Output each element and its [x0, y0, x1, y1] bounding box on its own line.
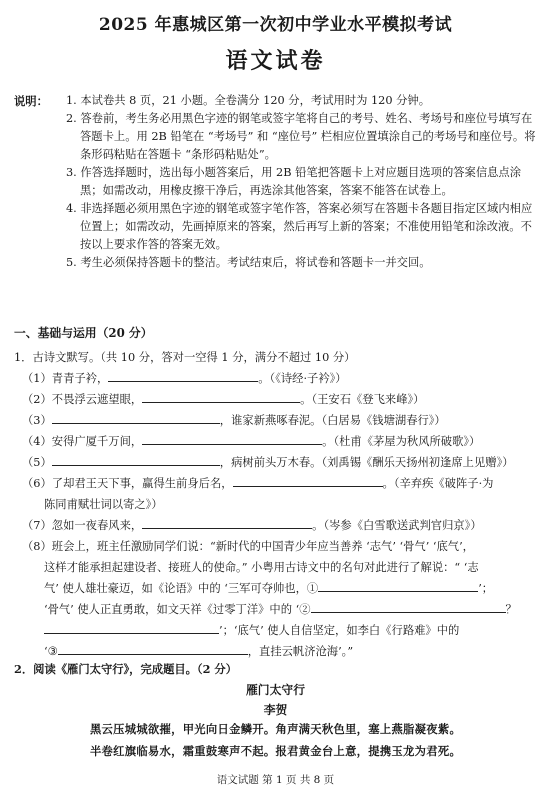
dictation-source: ，谁家新燕啄春泥。（白居易《钱塘湖春行》）	[219, 414, 446, 427]
item8-text: （8）班会上，班主任激励同学们说：“新时代的中国青少年应当善养 ‘志气’ ‘骨气’ ‘底气’，	[22, 540, 474, 553]
dictation-item	[14, 368, 542, 389]
item8-prompt: ，直挂云帆济沧海’。”	[247, 645, 354, 658]
dictation-source: 。（《诗经·子衿》）	[258, 372, 347, 385]
dictation-prompt: （3）	[22, 414, 52, 427]
paper-title: 语文试卷	[225, 48, 326, 74]
item8-prompt: 气’ 使人雄壮豪迈，如《论语》中的 ‘三军可夺帅也，①	[44, 582, 319, 595]
page-footer: 语文试题 第 1 页 共 8 页	[216, 774, 335, 786]
answer-blank-2[interactable]	[311, 599, 506, 613]
item8-text: 这样才能承担起建设者、接班人的使命。” 小粤用古诗文中的名句对此进行了解说：“ ‘志	[44, 561, 479, 574]
question-2-intro: 2．阅读《雁门太守行》，完成题目。（2 分）	[14, 662, 237, 676]
item8-text	[22, 620, 542, 641]
instruction-item: 3. 作答选择题时，选出每小题答案后，用 2B 铅笔把答题卡上对应题目选项的答案信息点涂黑；如需改动，用橡皮擦干净后，再选涂其他答案，答案不能答在试卷上。	[66, 166, 522, 197]
answer-blank[interactable]	[108, 368, 258, 382]
item8-text	[22, 578, 542, 599]
dictation-item-8	[14, 536, 542, 662]
item8-prompt: ’；	[478, 582, 494, 595]
dictation-prompt: （7）忽如一夜春风来，	[22, 519, 143, 532]
item8-prompt: ‘③	[44, 645, 58, 658]
poem-line: 半卷红旗临易水，霜重鼓寒声不起。报君黄金台上意，提携玉龙为君死。	[89, 744, 462, 758]
item8-text	[22, 599, 542, 620]
item8-prompt: ？	[505, 603, 517, 616]
dictation-prompt: （5）	[22, 456, 52, 469]
poem-title: 雁门太守行	[246, 683, 305, 697]
answer-blank[interactable]	[233, 473, 383, 487]
answer-blank[interactable]	[142, 515, 312, 529]
answer-blank-3[interactable]	[58, 641, 248, 655]
instruction-item: 2. 答卷前，考生务必用黑色字迹的钢笔或签字笔将自己的考号、姓名、考场号和座位号填写在答题卡上。用 2B 铅笔在 “考场号” 和 “座位号” 栏相应位置填涂自己的考场号和座位号。将条形码粘贴在答题卡 “条形码粘贴处”。	[66, 112, 536, 161]
dictation-source: 陈同甫赋壮词以寄之》）	[44, 498, 163, 511]
question-1	[14, 347, 542, 662]
dictation-item	[14, 515, 542, 536]
dictation-item	[14, 431, 542, 452]
instructions-label: 说明：	[14, 94, 48, 108]
dictation-item	[14, 452, 542, 473]
section-heading: 一、基础与运用（20 分）	[14, 326, 153, 340]
item8-prompt: ‘骨气’ 使人正直勇敢，如文天祥《过零丁洋》中的 ‘②	[44, 603, 311, 616]
dictation-prompt: （2）不畏浮云遮望眼，	[22, 393, 143, 406]
instructions	[14, 92, 540, 272]
exam-title: 2025 年惠城区第一次初中学业水平模拟考试	[98, 15, 453, 35]
dictation-source: 。（王安石《登飞来峰》）	[300, 393, 425, 406]
answer-blank[interactable]	[142, 389, 300, 403]
dictation-item-continued	[14, 494, 542, 515]
instruction-item: 5. 考生必须保持答题卡的整洁。考试结束后，将试卷和答题卡一并交回。	[66, 256, 431, 269]
instruction-item: 4. 非选择题必须用黑色字迹的钢笔或签字笔作答，答案必须写在答题卡各题目指定区域内相应位置上；如需改动，先画掉原来的答案，然后再写上新的答案；不准使用铅笔和涂改液。不按以上要求作答的答案无效。	[66, 202, 533, 251]
answer-blank[interactable]	[142, 431, 322, 445]
dictation-item	[14, 410, 542, 431]
dictation-item	[14, 389, 542, 410]
dictation-source: 。（杜甫《茅屋为秋风所破歌》）	[322, 435, 481, 448]
dictation-source: 。（岑参《白雪歌送武判官归京》）	[312, 519, 482, 532]
dictation-source: ，病树前头万木春。（刘禹锡《酬乐天扬州初逢席上见赠》）	[219, 456, 514, 469]
dictation-source: 。（辛弃疾《破阵子·为	[382, 477, 494, 490]
dictation-prompt: （6）了却君王天下事，赢得生前身后名，	[22, 477, 233, 490]
poem-line: 黑云压城城欲摧，甲光向日金鳞开。角声满天秋色里，塞上燕脂凝夜紫。	[89, 722, 462, 736]
question-1-intro: 1．古诗文默写。（共 10 分，答对一空得 1 分，满分不超过 10 分）	[14, 351, 356, 364]
answer-blank-1[interactable]	[318, 578, 478, 592]
poem-author: 李贺	[263, 703, 288, 717]
instruction-item: 1. 本试卷共 8 页，21 小题。全卷满分 120 分，考试用时为 120 分钟。	[66, 94, 431, 107]
answer-blank[interactable]	[52, 410, 220, 424]
dictation-prompt: （1）青青子衿，	[22, 372, 109, 385]
dictation-prompt: （4）安得广厦千万间，	[22, 435, 143, 448]
answer-blank[interactable]	[52, 452, 220, 466]
dictation-item	[14, 473, 542, 494]
answer-blank-2-cont[interactable]	[44, 620, 219, 634]
item8-prompt: ’；‘底气’ 使人自信坚定，如李白《行路难》中的	[219, 624, 460, 637]
